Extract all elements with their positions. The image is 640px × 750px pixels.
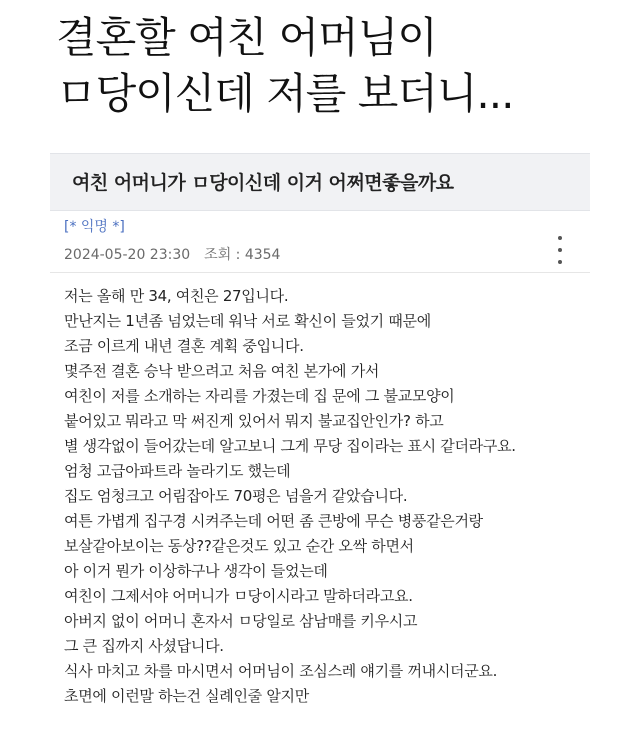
body-line: 만난지는 1년좀 넘었는데 워낙 서로 확신이 들었기 때문에 (64, 312, 431, 330)
headline-line-2: ㅁ당이신데 저를 보더니... (56, 69, 514, 118)
body-line: 아 이거 뭔가 이상하구나 생각이 들었는데 (64, 562, 328, 580)
post-date: 2024-05-20 23:30 (64, 247, 191, 263)
body-line: 조금 이르게 내년 결혼 계획 중입니다. (64, 337, 304, 355)
body-line: 여친이 그제서야 어머니가 ㅁ당이시라고 말하더라고요. (64, 587, 413, 605)
post-meta (64, 244, 280, 264)
body-line: 그 큰 집까지 사셨답니다. (64, 637, 224, 655)
body-line: 몇주전 결혼 승낙 받으려고 처음 여친 본가에 가서 (64, 362, 380, 380)
body-line: 식사 마치고 차를 마시면서 어머님이 조심스레 얘기를 꺼내시더군요. (64, 662, 498, 680)
headline (56, 10, 616, 122)
body-line: 여친이 저를 소개하는 자리를 가졌는데 집 문에 그 불교모양이 (64, 387, 455, 405)
body-line: 엄청 고급아파트라 놀라기도 했는데 (64, 462, 291, 480)
post-author[interactable]: [* 익명 *] (64, 219, 125, 235)
post-title-bar (50, 153, 590, 211)
body-line: 집도 엄청크고 어림잡아도 70평은 넘을거 같았습니다. (64, 487, 408, 505)
body-line: 보살같아보이는 동상??같은것도 있고 순간 오싹 하면서 (64, 537, 414, 555)
meta-divider (50, 272, 590, 273)
body-line: 초면에 이런말 하는건 실례인줄 알지만 (64, 687, 309, 705)
body-line: 붙어있고 뭐라고 막 써진게 있어서 뭐지 불교집안인가? 하고 (64, 412, 444, 430)
body-line: 아버지 없이 어머니 혼자서 ㅁ당일로 삼남매를 키우시고 (64, 612, 418, 630)
more-vertical-icon[interactable] (550, 232, 570, 268)
body-line: 저는 올해 만 34, 여친은 27입니다. (64, 287, 289, 305)
post-title[interactable]: 여친 어머니가 ㅁ당이신데 이거 어쩌면좋을까요 (72, 172, 454, 194)
headline-line-1: 결혼할 여친 어머님이 (56, 13, 437, 62)
post-body (64, 284, 604, 709)
body-line: 여튼 가볍게 집구경 시켜주는데 어떤 좀 큰방에 무슨 병풍같은거랑 (64, 512, 483, 530)
body-line: 별 생각없이 들어갔는데 알고보니 그게 무당 집이라는 표시 같더라구요. (64, 437, 516, 455)
post-views: 조회 : 4354 (204, 247, 281, 263)
